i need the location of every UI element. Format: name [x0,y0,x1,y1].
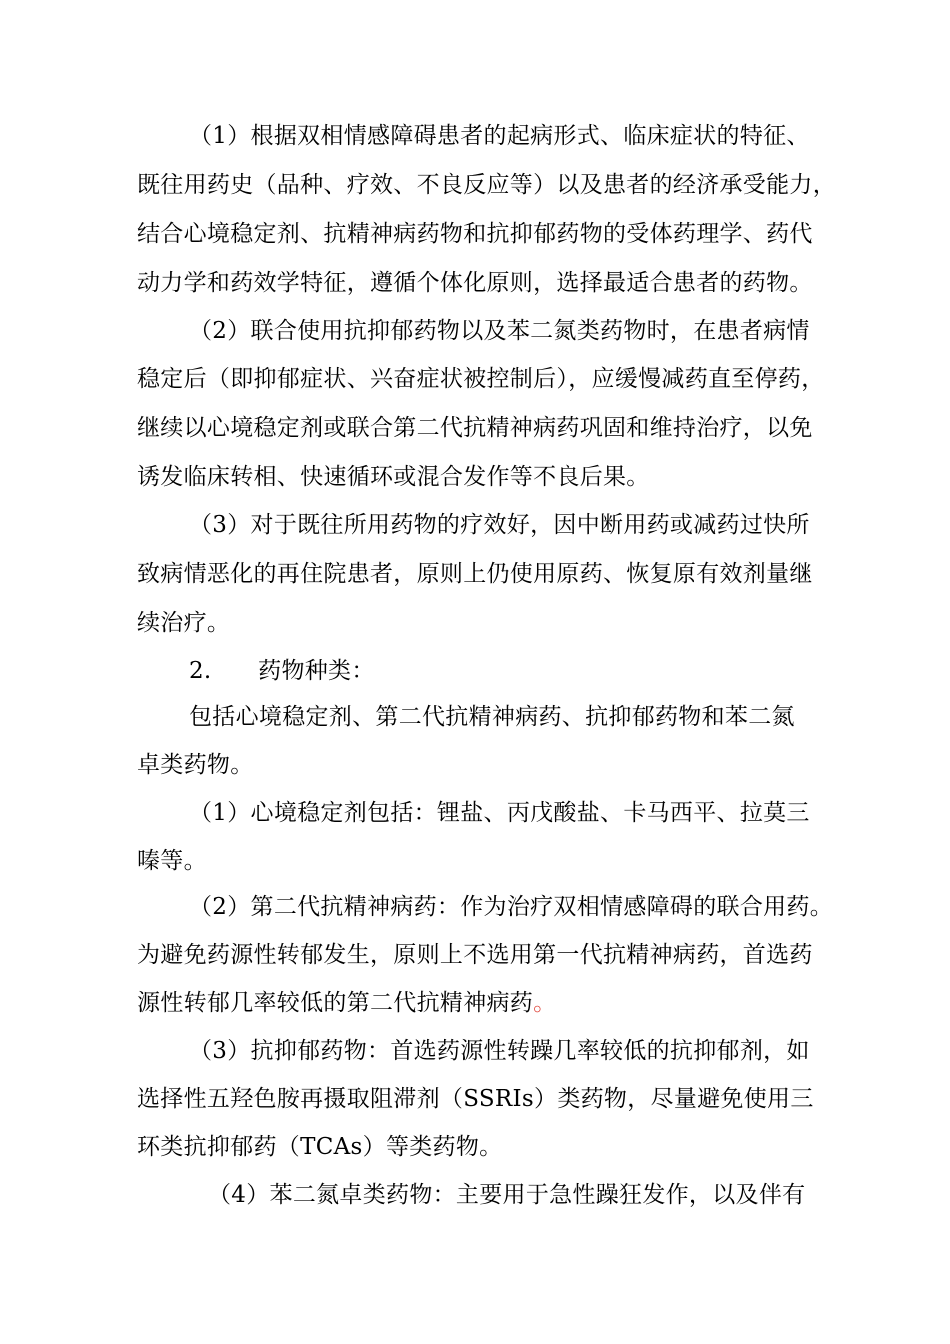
highlighted-period: 。 [533,990,557,1016]
paragraph-2-line-4: 诱发临床转相、快速循环或混合发作等不良后果。 [137,464,650,490]
section-heading: 2. 药物种类： [189,658,375,684]
paragraph-1-line-2: 既往用药史（品种、疗效、不良反应等）以及患者的经济承受能力， [137,172,836,198]
paragraph-7-line-3: 环类抗抑郁药（TCAs）等类药物。 [137,1134,503,1160]
paragraph-5-line-2: 嗪等。 [137,848,207,874]
paragraph-7-line-2: 选择性五羟色胺再摄取阻滞剂（SSRIs）类药物，尽量避免使用三 [137,1086,814,1112]
paragraph-1-line-4: 动力学和药效学特征，遵循个体化原则，选择最适合患者的药物。 [137,270,813,296]
paragraph-6-line-3-text: 源性转郁几率较低的第二代抗精神病药 [137,990,534,1016]
paragraph-1-line-1: （1）根据双相情感障碍患者的起病形式、临床症状的特征、 [189,123,810,149]
paragraph-2-line-1: （2）联合使用抗抑郁药物以及苯二氮类药物时，在患者病情 [189,318,810,344]
paragraph-2-line-3: 继续以心境稳定剂或联合第二代抗精神病药巩固和维持治疗，以免 [137,415,813,441]
paragraph-6-line-2: 为避免药源性转郁发生，原则上不选用第一代抗精神病药，首选药 [137,942,813,968]
paragraph-3-line-3: 续治疗。 [137,610,231,636]
paragraph-8-line-1: （4）苯二氮卓类药物：主要用于急性躁狂发作，以及伴有 [208,1182,806,1208]
paragraph-1-line-3: 结合心境稳定剂、抗精神病药物和抗抑郁药物的受体药理学、药代 [137,221,813,247]
paragraph-6-line-1: （2）第二代抗精神病药：作为治疗双相情感障碍的联合用药。 [189,894,834,920]
paragraph-4-line-1: 包括心境稳定剂、第二代抗精神病药、抗抑郁药物和苯二氮 [189,704,795,730]
paragraph-4-line-2: 卓类药物。 [137,752,254,778]
paragraph-7-line-1: （3）抗抑郁药物：首选药源性转躁几率较低的抗抑郁剂，如 [189,1038,810,1064]
paragraph-5-line-1: （1）心境稳定剂包括：锂盐、丙戊酸盐、卡马西平、拉莫三 [189,800,810,826]
paragraph-2-line-2: 稳定后（即抑郁症状、兴奋症状被控制后），应缓慢减药直至停药， [137,366,825,392]
paragraph-6-line-3 [137,988,556,1018]
paragraph-3-line-1: （3）对于既往所用药物的疗效好，因中断用药或减药过快所 [189,512,810,538]
paragraph-3-line-2: 致病情恶化的再住院患者，原则上仍使用原药、恢复原有效剂量继 [137,561,813,587]
